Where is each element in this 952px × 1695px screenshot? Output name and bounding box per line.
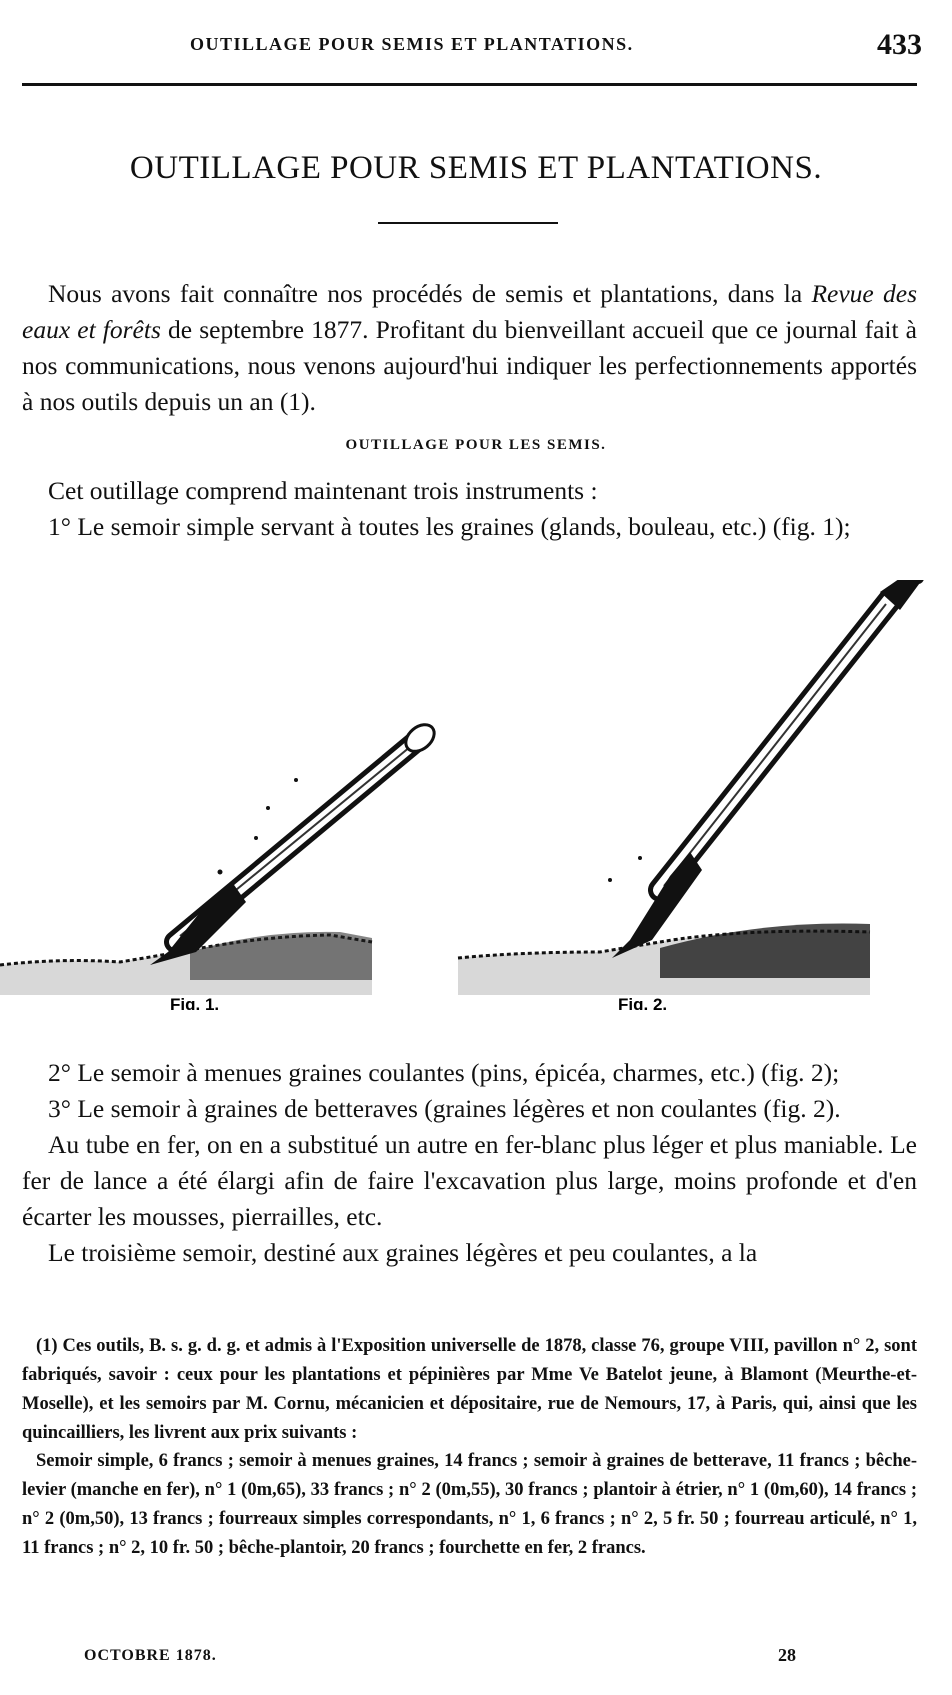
footnote-1: (1) Ces outils, B. s. g. d. g. et admis à l'Exposition universelle de 1878, classe 76, groupe VIII, pavillon n° 2, sont fabriqués, savoir : ceux pour les plantations et pépinières par Mme Ve Batelot jeune, à Blamont (Meurthe-et-Moselle), et les semoirs par M. Cornu, mécanicien et dépositaire, rue de Nemours, 17, à Paris, qui, ainsi que les quincailliers, les livrent aux prix suivants : <box>22 1336 917 1443</box>
title-rule <box>378 222 558 224</box>
body-paragraph-1: Au tube en fer, on en a substitué un autre en fer-blanc plus léger et plus maniable. Le fer de lance a été élargi afin de faire l'excavation plus large, moins profonde et d'en écarter les mousses, pierrailles, etc. <box>22 1130 917 1231</box>
intro-text-pre: Nous avons fait connaître nos procédés de semis et plantations, dans la <box>48 279 803 308</box>
fig1-caption: Fig. 1. <box>170 995 220 1010</box>
footer-number: 28 <box>778 1645 796 1665</box>
section-heading: OUTILLAGE POUR LES SEMIS. <box>345 437 607 453</box>
list-intro <box>22 473 917 545</box>
list-lead: Cet outillage comprend maintenant trois instruments : <box>48 476 598 505</box>
fig2-illustration <box>458 580 924 995</box>
footer-signature: OCTOBRE 1878. <box>84 1647 217 1664</box>
body-paragraphs <box>22 1055 917 1271</box>
article-title: OUTILLAGE POUR SEMIS ET PLANTATIONS. <box>129 150 823 186</box>
list-item-2: 2° Le semoir à menues graines coulantes (pins, épicéa, charmes, etc.) (fig. 2); <box>48 1058 840 1087</box>
footnote-prices: Semoir simple, 6 francs ; semoir à menues graines, 14 francs ; semoir à graines de betterave, 11 francs ; bêche-levier (manche en fer), n° 1 (0m,65), 33 francs ; n° 2 (0m,55), 30 francs ; plantoir à étrier, n° 1 (0m,60), 14 francs ; n° 2 (0m,50), 13 francs ; fourreaux simples correspondants, n° 1, 6 francs ; n° 2, 5 fr. 50 ; fourreau articulé, n° 1, 11 francs ; n° 2, 10 fr. 50 ; bêche-plantoir, 20 francs ; fourchette en fer, 2 francs. <box>22 1451 917 1558</box>
header-rule <box>22 83 917 86</box>
figures-illustration <box>0 580 952 1010</box>
intro-text-post: de septembre 1877. Profitant du bienveillant accueil que ce journal fait à nos communications, nous venons aujourd'hui indiquer les perfectionnements apportés à nos outils depuis un an (1). <box>22 315 918 416</box>
body-paragraph-2: Le troisième semoir, destiné aux graines légères et peu coulantes, a la <box>48 1238 758 1267</box>
list-item-3: 3° Le semoir à graines de betteraves (graines légères et non coulantes (fig. 2). <box>48 1094 841 1123</box>
running-head-title: OUTILLAGE POUR SEMIS ET PLANTATIONS. <box>190 34 634 54</box>
journal-title: Revue des eaux et forêts <box>22 279 917 344</box>
intro-paragraph <box>22 276 917 420</box>
running-head <box>0 28 952 68</box>
list-item-1: 1° Le semoir simple servant à toutes les graines (glands, bouleau, etc.) (fig. 1); <box>48 512 851 541</box>
fig2-caption: Fig. 2. <box>618 995 668 1010</box>
figures-block <box>0 580 952 1010</box>
page-number: 433 <box>877 28 922 61</box>
fig1-illustration <box>0 719 439 995</box>
